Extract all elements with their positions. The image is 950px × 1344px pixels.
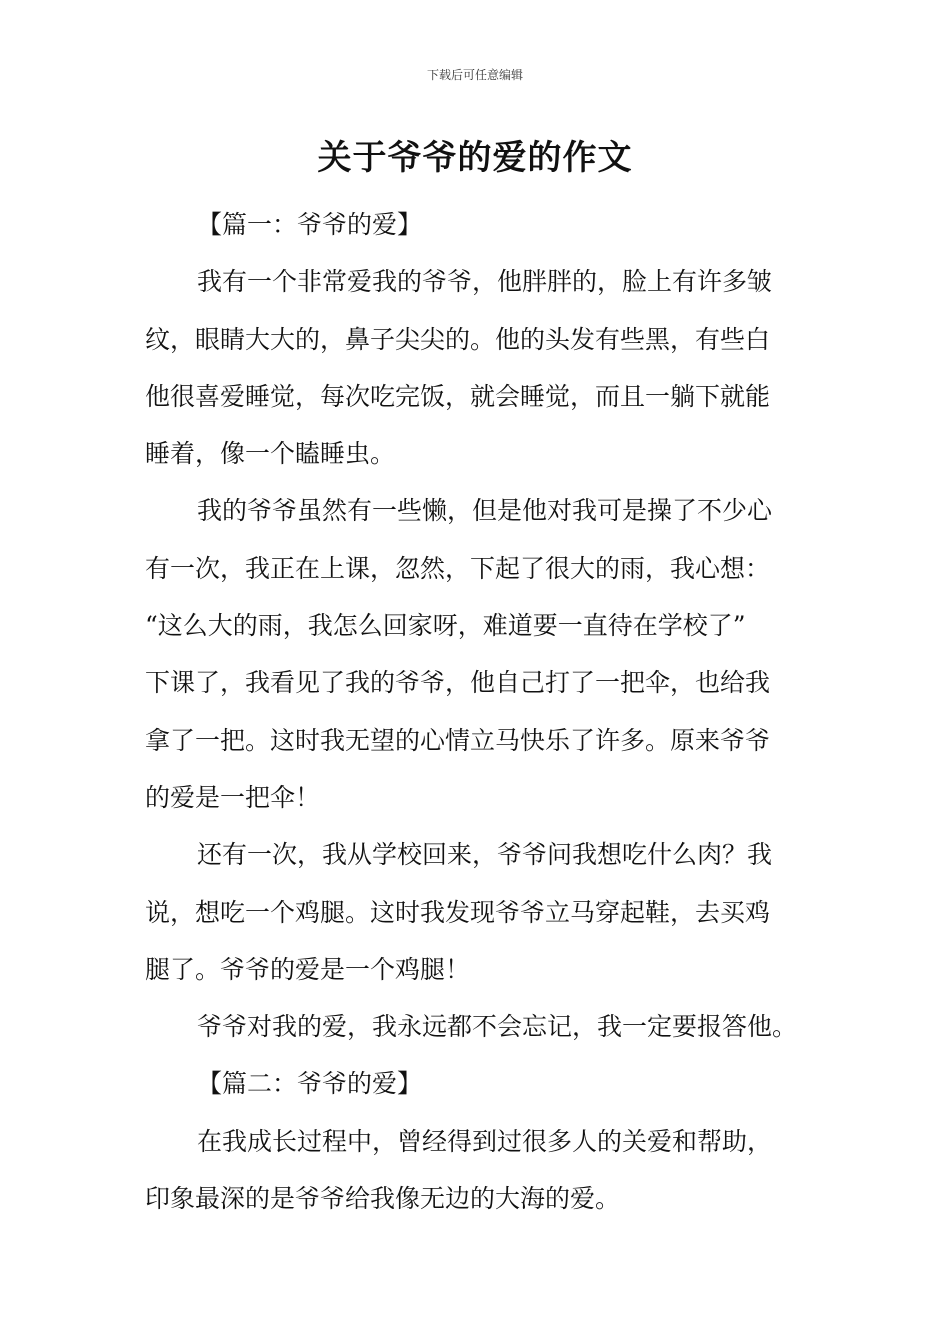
text-line: 在我成长过程中，曾经得到过很多人的关爱和帮助， [197, 1126, 773, 1156]
text-line: “这么大的雨，我怎么回家呀，难道要一直待在学校了” [145, 611, 746, 641]
text-line: 我的爷爷虽然有一些懒，但是他对我可是操了不少心 [197, 496, 773, 526]
text-line: 【篇一：爷爷的爱】 [197, 210, 423, 239]
text-line: 还有一次，我从学校回来，爷爷问我想吃什么肉？我 [197, 840, 773, 870]
text-line: 我有一个非常爱我的爷爷，他胖胖的，脸上有许多皱 [197, 267, 773, 297]
text-line: 下课了，我看见了我的爷爷，他自己打了一把伞，也给我 [145, 668, 771, 698]
text-line: 纹，眼睛大大的，鼻子尖尖的。他的头发有些黑，有些白 [145, 324, 771, 354]
text-line: 腿了。爷爷的爱是一个鸡腿！ [145, 954, 471, 984]
document-title: 关于爷爷的爱的作文 [317, 138, 633, 178]
text-line: 爷爷对我的爱，我永远都不会忘记，我一定要报答他。 [197, 1012, 798, 1042]
text-line: 【篇二：爷爷的爱】 [197, 1069, 423, 1099]
text-line: 有一次，我正在上课，忽然，下起了很大的雨，我心想： [145, 553, 771, 583]
text-line: 的爱是一把伞！ [145, 782, 321, 812]
text-line: 他很喜爱睡觉，每次吃完饭，就会睡觉，而且一躺下就能 [145, 381, 771, 411]
text-line: 睡着，像一个瞌睡虫。 [145, 439, 396, 469]
document-body [145, 196, 810, 1227]
page-header: 下载后可任意编辑 [426, 68, 523, 82]
text-line: 印象最深的是爷爷给我像无边的大海的爱。 [145, 1184, 621, 1214]
text-line: 说，想吃一个鸡腿。这时我发现爷爷立马穿起鞋，去买鸡 [145, 897, 771, 927]
text-line: 拿了一把。这时我无望的心情立马快乐了许多。原来爷爷 [145, 725, 771, 755]
